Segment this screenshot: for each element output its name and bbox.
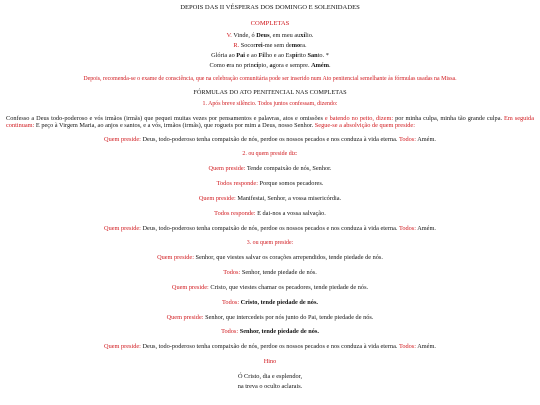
formula-2-line-3 bbox=[6, 195, 534, 203]
verse-text: Socor bbox=[239, 42, 256, 50]
formula-2-line-4 bbox=[6, 210, 534, 218]
absolution-3 bbox=[6, 343, 534, 351]
speaker-label: Quem preside: bbox=[104, 224, 141, 232]
hymn-line: Ó Cristo, dia e esplendor, bbox=[237, 373, 303, 381]
verse-text: rito bbox=[297, 52, 308, 60]
verse-accent: e bbox=[226, 62, 230, 70]
confiteor-rubric: Em seguida continuam: bbox=[6, 114, 535, 130]
formula-3-line-3 bbox=[6, 284, 534, 292]
verse-accent: pí bbox=[291, 52, 298, 60]
rubric-formula-1: 1. Após breve silêncio. Todos juntos confessam, dizendo: bbox=[202, 101, 338, 108]
prayer-text: Porque somos pecadores. bbox=[257, 180, 324, 188]
confiteor-rubric: e batendo no peito, dizem: bbox=[324, 114, 394, 122]
verse-v bbox=[6, 32, 534, 40]
rubric-exam: Depois, recomenda-se o exame de consciência, que na celebração comunitária pode ser inserido num Ato penitencial semelhante às fórmulas usadas na Missa. bbox=[83, 75, 457, 82]
response-text: Amém. bbox=[416, 343, 436, 351]
formula-2-line-2 bbox=[6, 180, 534, 188]
verse-accent: San bbox=[307, 52, 318, 60]
verse-text: -me sem de bbox=[262, 42, 292, 50]
r-marker: R. bbox=[233, 42, 240, 50]
formula-3-line-6 bbox=[6, 328, 534, 336]
verse-text: Glória ao bbox=[211, 52, 237, 60]
verse-text: e ao bbox=[245, 52, 259, 60]
speaker-label: Quem preside: bbox=[104, 343, 141, 351]
page-title: DEPOIS DAS II VÉSPERAS DOS DOMINGO E SOLENIDADES bbox=[180, 4, 360, 11]
speaker-label: Quem preside: bbox=[166, 313, 204, 321]
prayer-text: Senhor, que intercedeis por nós junto do Pai, tende piedade de nós. bbox=[203, 313, 374, 321]
hymn-title: Hino bbox=[263, 358, 277, 366]
verse-text: pio, bbox=[258, 62, 270, 70]
speaker-label: Todos: bbox=[398, 136, 416, 144]
verse-accent: Deus bbox=[256, 32, 270, 40]
speaker-label: Todos: bbox=[398, 343, 416, 351]
absolution-1 bbox=[6, 136, 534, 144]
verse-text: . bbox=[328, 62, 331, 70]
absolution-text: Deus, todo-poderoso tenha compaixão de nós, perdoe os nossos pecados e nos conduza à vida eterna. bbox=[140, 224, 399, 232]
v-marker: V. bbox=[226, 32, 232, 40]
prayer-text: Tende compaixão de nós, Senhor. bbox=[245, 165, 332, 173]
rubric-formula-3: 3. ou quem preside: bbox=[246, 239, 294, 246]
formula-2-line-1 bbox=[6, 165, 534, 173]
response-text: Amém. bbox=[416, 136, 436, 144]
confiteor-text: por minha culpa, minha tão grande culpa. bbox=[393, 114, 505, 122]
speaker-label: Quem preside: bbox=[198, 195, 236, 203]
formula-3-line-4 bbox=[6, 299, 534, 307]
verse-accent: Pai bbox=[236, 52, 246, 60]
verse-accent: cí bbox=[253, 62, 259, 70]
verse-accent: a bbox=[269, 62, 273, 70]
speaker-label: Todos: bbox=[398, 224, 416, 232]
hymn-verses bbox=[6, 373, 534, 391]
formula-3-line-2 bbox=[6, 269, 534, 277]
formulas-title: FÓRMULAS DO ATO PENITENCIAL NAS COMPLETAS bbox=[193, 89, 347, 97]
verse-text: to. * bbox=[317, 52, 329, 60]
verse-text: lho e ao Es bbox=[264, 52, 292, 60]
verse-text: Vinde, ó bbox=[231, 32, 257, 40]
speaker-label: Todos: bbox=[223, 269, 241, 276]
absolution-2 bbox=[6, 225, 534, 233]
prayer-text: Senhor, tende piedade de nós. bbox=[240, 269, 317, 276]
opening-verses bbox=[6, 32, 534, 69]
speaker-label: Todos responde: bbox=[216, 180, 258, 188]
speaker-label: Quem preside: bbox=[104, 136, 141, 144]
verse-text: gora e sempre. bbox=[272, 62, 312, 70]
rubric-formula-2: 2. ou quem preside diz: bbox=[242, 151, 298, 158]
como-line bbox=[6, 62, 534, 70]
verse-accent: xí bbox=[300, 32, 306, 40]
response-text: Amém. bbox=[416, 224, 436, 232]
speaker-label: Todos: bbox=[222, 298, 240, 306]
section-title-completas: COMPLETAS bbox=[250, 20, 290, 28]
absolution-text: Deus, todo-poderoso tenha compaixão de nós, perdoe os nossos pecados e nos conduza à vida eterna. bbox=[140, 136, 399, 144]
confiteor-text: E peço à Virgem Maria, ao anjos e santos, e a vós, irmãos (irmãs), que rogueis por mim a Deus, nosso Senhor. bbox=[34, 122, 315, 130]
gloria-line bbox=[6, 52, 534, 60]
verse-r bbox=[6, 42, 534, 50]
verse-accent: rei bbox=[255, 42, 263, 50]
confiteor-paragraph bbox=[6, 115, 534, 131]
speaker-label: Todos: bbox=[221, 328, 239, 336]
response-text: Cristo, tende piedade de nós. bbox=[239, 298, 318, 306]
absolution-text: Deus, todo-poderoso tenha compaixão de nós, perdoe os nossos pecados e nos conduza à vida eterna. bbox=[140, 343, 399, 351]
hymn-line: na treva o oculto aclarais. bbox=[237, 382, 303, 390]
formula-3-line-1 bbox=[6, 254, 534, 262]
verse-text: ra. bbox=[300, 42, 307, 50]
confiteor-text: Confesso a Deus todo-poderoso e vós irmãos (irmãs) que pequei muitas vezes por pensamentos e palavras, atos e omissões bbox=[6, 114, 325, 122]
speaker-label: Todos responde: bbox=[214, 210, 256, 218]
response-text: Senhor, tende piedade de nós. bbox=[238, 328, 319, 336]
verse-text: , em meu au bbox=[269, 32, 301, 40]
prayer-text: E dai-nos a vossa salvação. bbox=[255, 210, 326, 218]
speaker-label: Quem preside: bbox=[171, 283, 209, 291]
speaker-label: Quem preside: bbox=[157, 254, 194, 262]
verse-accent: Fi bbox=[258, 52, 265, 60]
prayer-text: Manifestai, Senhor, a vossa misericórdia. bbox=[235, 195, 342, 203]
confiteor-rubric: Segue-se a absolvição de quem preside: bbox=[314, 122, 415, 130]
prayer-text: Senhor, que viestes salvar os corações arrependidos, tende piedade de nós. bbox=[193, 254, 383, 262]
formula-3-line-5 bbox=[6, 314, 534, 322]
verse-accent: Amém bbox=[311, 62, 329, 70]
verse-accent: mo bbox=[291, 42, 301, 50]
speaker-label: Quem preside: bbox=[208, 165, 246, 173]
verse-text: lio. bbox=[305, 32, 314, 40]
verse-text: Como bbox=[209, 62, 227, 70]
prayer-text: Cristo, que viestes chamar os pecadores, tende piedade de nós. bbox=[208, 283, 369, 291]
verse-text: ra no prin bbox=[229, 62, 254, 70]
